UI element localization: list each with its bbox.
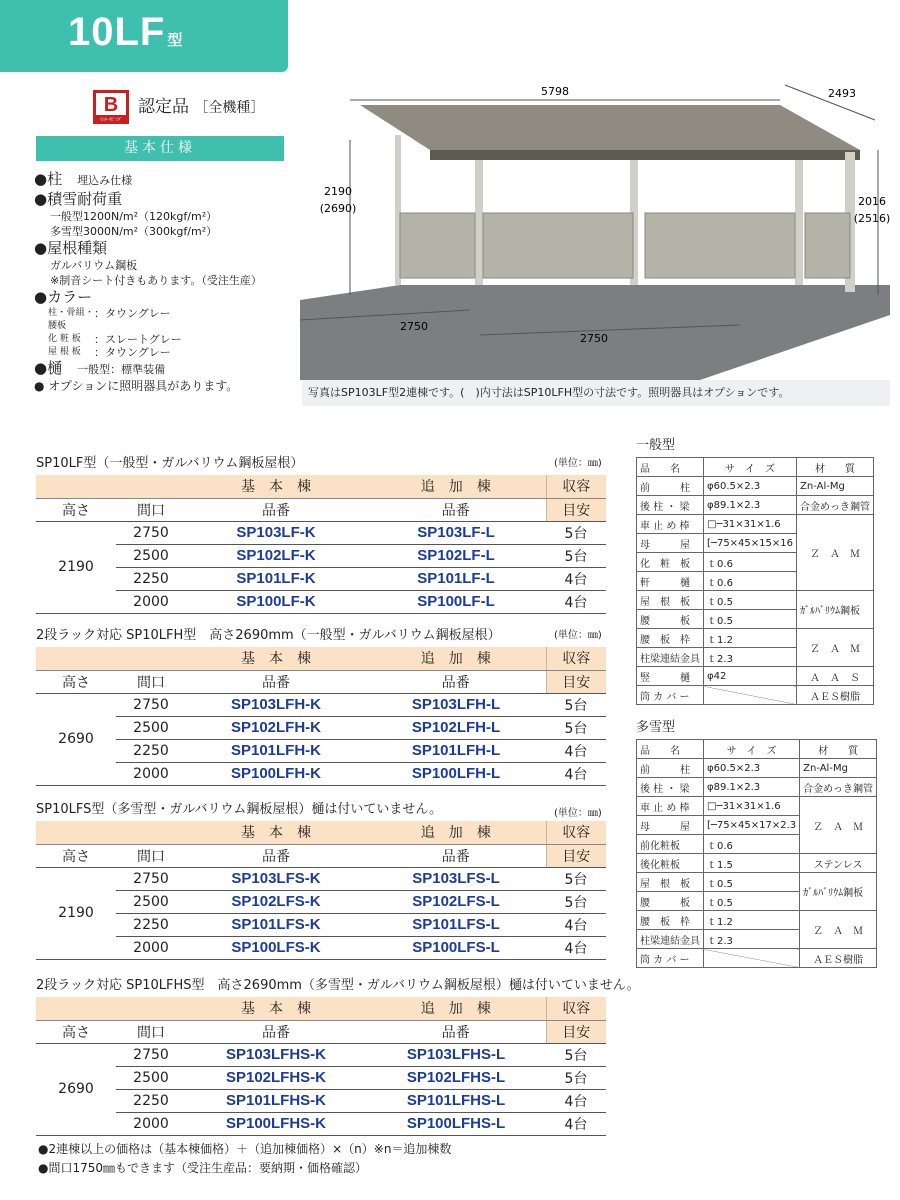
footnote: ●2連棟以上の価格は（基本棟価格）＋（追加棟価格）×（n）※n＝追加棟数 [38,1142,452,1156]
material-row: 母 屋 [─75×45×17×2.3 [637,816,877,835]
material-row: 筒 カ バ ー ＡＥＳ樹脂 [637,949,877,968]
dim-depth: 2493 [828,87,856,100]
product-table: 基 本 棟 追 加 棟 収容 高さ 間口 品番 品番 目安 2690 2750 SP103LFHS-K SP103LFHS-L 5台 2500 SP102LFHS-K SP102LFHS-L 5台 2250 SP101LFHS-K SP101LFHS-L 4台 2000 SP100LFHS-K SP100LFHS-L 4台 [36,997,606,1136]
spec-snow-general: 一般型1200N/m²（120kgf/m²） [50,210,218,223]
dim-base-2: 2750 [580,332,608,345]
spec-pillar: ●柱 埋込み仕様 [34,170,133,188]
unit-label: (単位：㎜) [554,808,602,819]
certification-logo [93,90,129,124]
product-photo [300,80,890,405]
spec-snow-heavy: 多雪型3000N/m²（300kgf/m²） [50,225,218,238]
svg-text:ｲﾝﾀｰﾘﾋﾞﾝｸﾞ: ｲﾝﾀｰﾘﾋﾞﾝｸﾞ [99,118,123,123]
table-row: 2500 SP102LF-K SP102LF-L 5台 [36,544,606,567]
material-table-title: 多雪型 [636,720,676,735]
material-row: 前 柱 φ60.5×2.3 Zn-Al-Mg [637,759,877,778]
material-row: 化 粧 板 ｔ0.6 [637,553,874,572]
spec-snow-heading: ●積雪耐荷重 [34,190,123,208]
table-row: 2250 SP101LF-K SP101LF-L 4台 [36,567,606,590]
material-table-general [636,434,874,705]
product-table-block [36,452,606,614]
spec-color-row: 屋 根 板 ：タウングレー [48,346,171,359]
photo-caption: 写真はSP103LF型2連棟です。( )内寸法はSP10LFH型の寸法です。照明器具はオプションです。 [302,380,890,406]
certification-label: 認定品 ［全機種］ [138,97,265,117]
material-row: 腰 板 ｔ0.5 [637,610,874,629]
spec-color-row: 柱・骨組・腰板 ：タウングレー [48,307,171,331]
product-table-block [36,974,640,1136]
svg-text:B: B [103,94,119,116]
material-row: 竪 樋 φ42 Ａ Ａ Ｓ [637,667,874,686]
table-row: 2500 SP102LFH-K SP102LFH-L 5台 [36,716,606,739]
unit-label: (単位：㎜) [554,630,602,641]
dim-height-left-alt: (2690) [319,202,357,215]
material-row: 前 柱 φ60.5×2.3 Zn-Al-Mg [637,477,874,496]
material-table-heavy-snow [636,716,877,968]
table-title: SP10LF型（一般型・ガルバリウム鋼板屋根） [36,456,304,471]
material-row: 前化粧板 ｔ0.6 [637,835,877,854]
product-table: 基 本 棟 追 加 棟 収容 高さ 間口 品番 品番 目安 2190 2750 SP103LFS-K SP103LFS-L 5台 2500 SP102LFS-K SP102LFS-L 5台 2250 SP101LFS-K SP101LFS-L 4台 2000 SP100LFS-K SP100LFS-L 4台 [36,821,606,960]
spec-list [34,170,294,394]
footnotes [38,1140,451,1178]
material-row: 後 柱 ・ 梁 φ89.1×2.3 合金めっき鋼管 [637,778,877,797]
product-table-block [36,798,606,960]
dim-height-left: 2190 [324,185,352,198]
dim-base-1: 2750 [400,320,428,333]
material-row: 柱梁連結金具 ｔ2.3 [637,930,877,949]
material-row: 母 屋 [─75×45×15×16 [637,534,874,553]
material-table: 品 名 サ イ ズ 材 質 前 柱 φ60.5×2.3 Zn-Al-Mg 後 柱 ・ 梁 φ89.1×2.3 合金めっき鋼管 車 止 め 棒 □─31×31×1.6 Ｚ Ａ Ｍ 母 屋 [─75×45×17×2.3 前化粧板 ｔ0.6 後化粧板 ｔ1.5 ステンレス 屋 根 板 ｔ0.5 ｶﾞﾙﾊﾞﾘｳﾑ鋼板 腰 板 ｔ0.5 腰 板 枠 ｔ1.2 Ｚ Ａ Ｍ 柱梁連結金具 ｔ2.3 筒 カ バ ー ＡＥＳ樹脂 [636,739,877,968]
table-row: 2000 SP100LFH-K SP100LFH-L 4台 [36,762,606,785]
spec-light-note: ● オプションに照明器具があります。 [34,379,239,393]
material-row: 柱梁連結金具 ｔ2.3 [637,648,874,667]
roof [360,105,860,150]
table-title: 2段ラック対応 SP10LFHS型 高さ2690mm（多雪型・ガルバリウム鋼板屋根）樋は付いていません。 [36,978,640,993]
spec-roof-type: ガルバリウム鋼板 [50,259,138,272]
table-row: 2690 2750 SP103LFH-K SP103LFH-L 5台 [36,693,606,716]
table-row: 2190 2750 SP103LF-K SP103LF-L 5台 [36,521,606,544]
table-title: 2段ラック対応 SP10LFH型 高さ2690mm（一般型・ガルバリウム鋼板屋根） [36,628,501,643]
spec-header: 基本仕様 [36,136,284,161]
table-row: 2250 SP101LFHS-K SP101LFHS-L 4台 [36,1089,606,1112]
table-title: SP10LFS型（多雪型・ガルバリウム鋼板屋根）樋は付いていません。 [36,802,443,817]
unit-label: (単位：㎜) [554,458,602,469]
material-row: 筒 カ バ ー ＡＥＳ樹脂 [637,686,874,705]
material-row: 後 柱 ・ 梁 φ89.1×2.3 合金めっき鋼管 [637,496,874,515]
roof-edge [430,150,860,160]
spec-gutter: ●樋 一般型：標準装備 [34,359,166,377]
spec-color-row: 化 粧 板 ：スレートグレー [48,333,182,346]
product-table: 基 本 棟 追 加 棟 収容 高さ 間口 品番 品番 目安 2690 2750 SP103LFH-K SP103LFH-L 5台 2500 SP102LFH-K SP102LFH-L 5台 2250 SP101LFH-K SP101LFH-L 4台 2000 SP100LFH-K SP100LFH-L 4台 [36,647,606,786]
product-table: 基 本 棟 追 加 棟 収容 高さ 間口 品番 品番 目安 2190 2750 SP103LF-K SP103LF-L 5台 2500 SP102LF-K SP102LF-L 5台 2250 SP101LF-K SP101LF-L 4台 2000 SP100LF-K SP100LF-L 4台 [36,475,606,614]
material-row: 腰 板 ｔ0.5 [637,892,877,911]
table-row: 2190 2750 SP103LFS-K SP103LFS-L 5台 [36,867,606,890]
material-table: 品 名 サ イ ズ 材 質 前 柱 φ60.5×2.3 Zn-Al-Mg 後 柱 ・ 梁 φ89.1×2.3 合金めっき鋼管 車 止 め 棒 □─31×31×1.6 Ｚ Ａ Ｍ 母 屋 [─75×45×15×16 化 粧 板 ｔ0.6 軒 樋 ｔ0.6 屋 根 板 ｔ0.5 ｶﾞﾙﾊﾞﾘｳﾑ鋼板 腰 板 ｔ0.5 腰 板 枠 ｔ1.2 Ｚ Ａ Ｍ 柱梁連結金具 ｔ2.3 竪 樋 φ42 Ａ Ａ Ｓ 筒 カ バ ー ＡＥＳ樹脂 [636,457,874,705]
material-row: 屋 根 板 ｔ0.5 ｶﾞﾙﾊﾞﾘｳﾑ鋼板 [637,591,874,610]
product-table-block [36,624,606,786]
table-row: 2500 SP102LFS-K SP102LFS-L 5台 [36,890,606,913]
material-row: 腰 板 枠 ｔ1.2 Ｚ Ａ Ｍ [637,629,874,648]
table-row: 2000 SP100LFHS-K SP100LFHS-L 4台 [36,1112,606,1135]
spec-roof-heading: ●屋根種類 [34,239,108,257]
material-row: 車 止 め 棒 □─31×31×1.6 Ｚ Ａ Ｍ [637,797,877,816]
table-row: 2500 SP102LFHS-K SP102LFHS-L 5台 [36,1066,606,1089]
table-row: 2250 SP101LFS-K SP101LFS-L 4台 [36,913,606,936]
material-row: 車 止 め 棒 □─31×31×1.6 Ｚ Ａ Ｍ [637,515,874,534]
dim-height-right: 2016 [858,195,886,208]
spec-roof-note: ※制音シート付きもあります。（受注生産） [50,274,262,287]
material-row: 軒 樋 ｔ0.6 [637,572,874,591]
material-table-title: 一般型 [636,438,676,453]
table-row: 2000 SP100LF-K SP100LF-L 4台 [36,590,606,613]
material-row: 屋 根 板 ｔ0.5 ｶﾞﾙﾊﾞﾘｳﾑ鋼板 [637,873,877,892]
footnote: ●間口1750㎜もできます（受注生産品：要納期・価格確認） [38,1161,368,1175]
page-title: 10LF 型 [68,10,184,54]
material-row: 腰 板 枠 ｔ1.2 Ｚ Ａ Ｍ [637,911,877,930]
dim-width: 5798 [541,85,569,98]
table-row: 2000 SP100LFS-K SP100LFS-L 4台 [36,936,606,959]
table-row: 2250 SP101LFH-K SP101LFH-L 4台 [36,739,606,762]
dim-height-right-alt: (2516) [853,212,890,225]
spec-color-heading: ●カラー [34,288,93,306]
table-row: 2690 2750 SP103LFHS-K SP103LFHS-L 5台 [36,1043,606,1066]
side-panels [400,213,850,278]
material-row: 後化粧板 ｔ1.5 ステンレス [637,854,877,873]
